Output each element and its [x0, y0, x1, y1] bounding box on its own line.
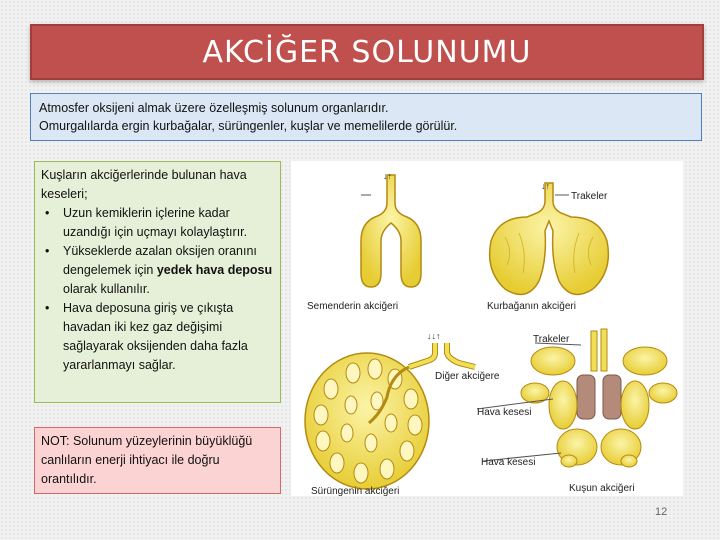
page-title: AKCİĞER SOLUNUMU	[202, 34, 532, 70]
page-number: 12	[655, 506, 668, 518]
label-frog: Kurbağanın akciğeri	[487, 301, 576, 312]
bird-bullet-1: • Uzun kemiklerin içlerine kadar uzandığı için uçmayı kolaylaştırır.	[41, 204, 274, 242]
bird-bullet-2-pre: Yükseklerde azalan oksijen oranını dengelemek için	[63, 244, 257, 277]
bird-bullet-2	[41, 242, 274, 299]
reptile-lung	[305, 331, 475, 489]
lung-diagram-svg	[291, 161, 683, 496]
label-air-sac-1: Hava kesesi	[477, 407, 532, 418]
note-box	[34, 427, 281, 494]
label-air-sac-2: Hava kesesi	[481, 457, 536, 468]
bird-bullet-2-bold: yedek hava deposu	[156, 263, 273, 277]
intro-line-1: Atmosfer oksijeni almak üzere özelleşmiş solunum organlarıdır.	[39, 101, 389, 115]
label-trakeler-top: Trakeler	[571, 191, 608, 202]
reptile-arrows: ↓↓↑	[427, 331, 441, 341]
label-reptile: Sürüngenin akciğeri	[311, 486, 400, 496]
intro-line-2: Omurgalılarda ergin kurbağalar, sürüngenler, kuşlar ve memelilerde görülür.	[39, 119, 458, 133]
salamander-lung	[361, 171, 421, 287]
bird-bullet-3: • Hava deposuna giriş ve çıkışta havadan iki kez gaz değişimi sağlayarak oksijenden daha fazla yararlanmayı sağlar.	[41, 299, 274, 375]
title-bar	[30, 24, 704, 80]
label-trakeler-bird: Trakeler	[533, 334, 570, 345]
salamander-arrows: ↓↑	[383, 171, 392, 181]
label-bird: Kuşun akciğeri	[569, 483, 635, 494]
bird-air-sac-box	[34, 161, 281, 403]
lung-diagram	[291, 161, 683, 496]
label-salamander: Semenderin akciğeri	[307, 301, 399, 312]
bird-heading: Kuşların akciğerlerinde bulunan hava keseleri;	[41, 168, 247, 201]
bird-lung	[477, 329, 677, 467]
bird-bullet-2-post: olarak kullanılır.	[63, 282, 150, 296]
intro-box	[30, 93, 702, 141]
bird-bullet-list	[41, 204, 274, 375]
frog-arrows: ↓↑	[541, 181, 550, 191]
label-other-lung: Diğer akciğere	[435, 371, 500, 382]
note-text: NOT: Solunum yüzeylerinin büyüklüğü canlıların enerji ihtiyacı ile doğru orantılıdır.	[41, 434, 253, 486]
